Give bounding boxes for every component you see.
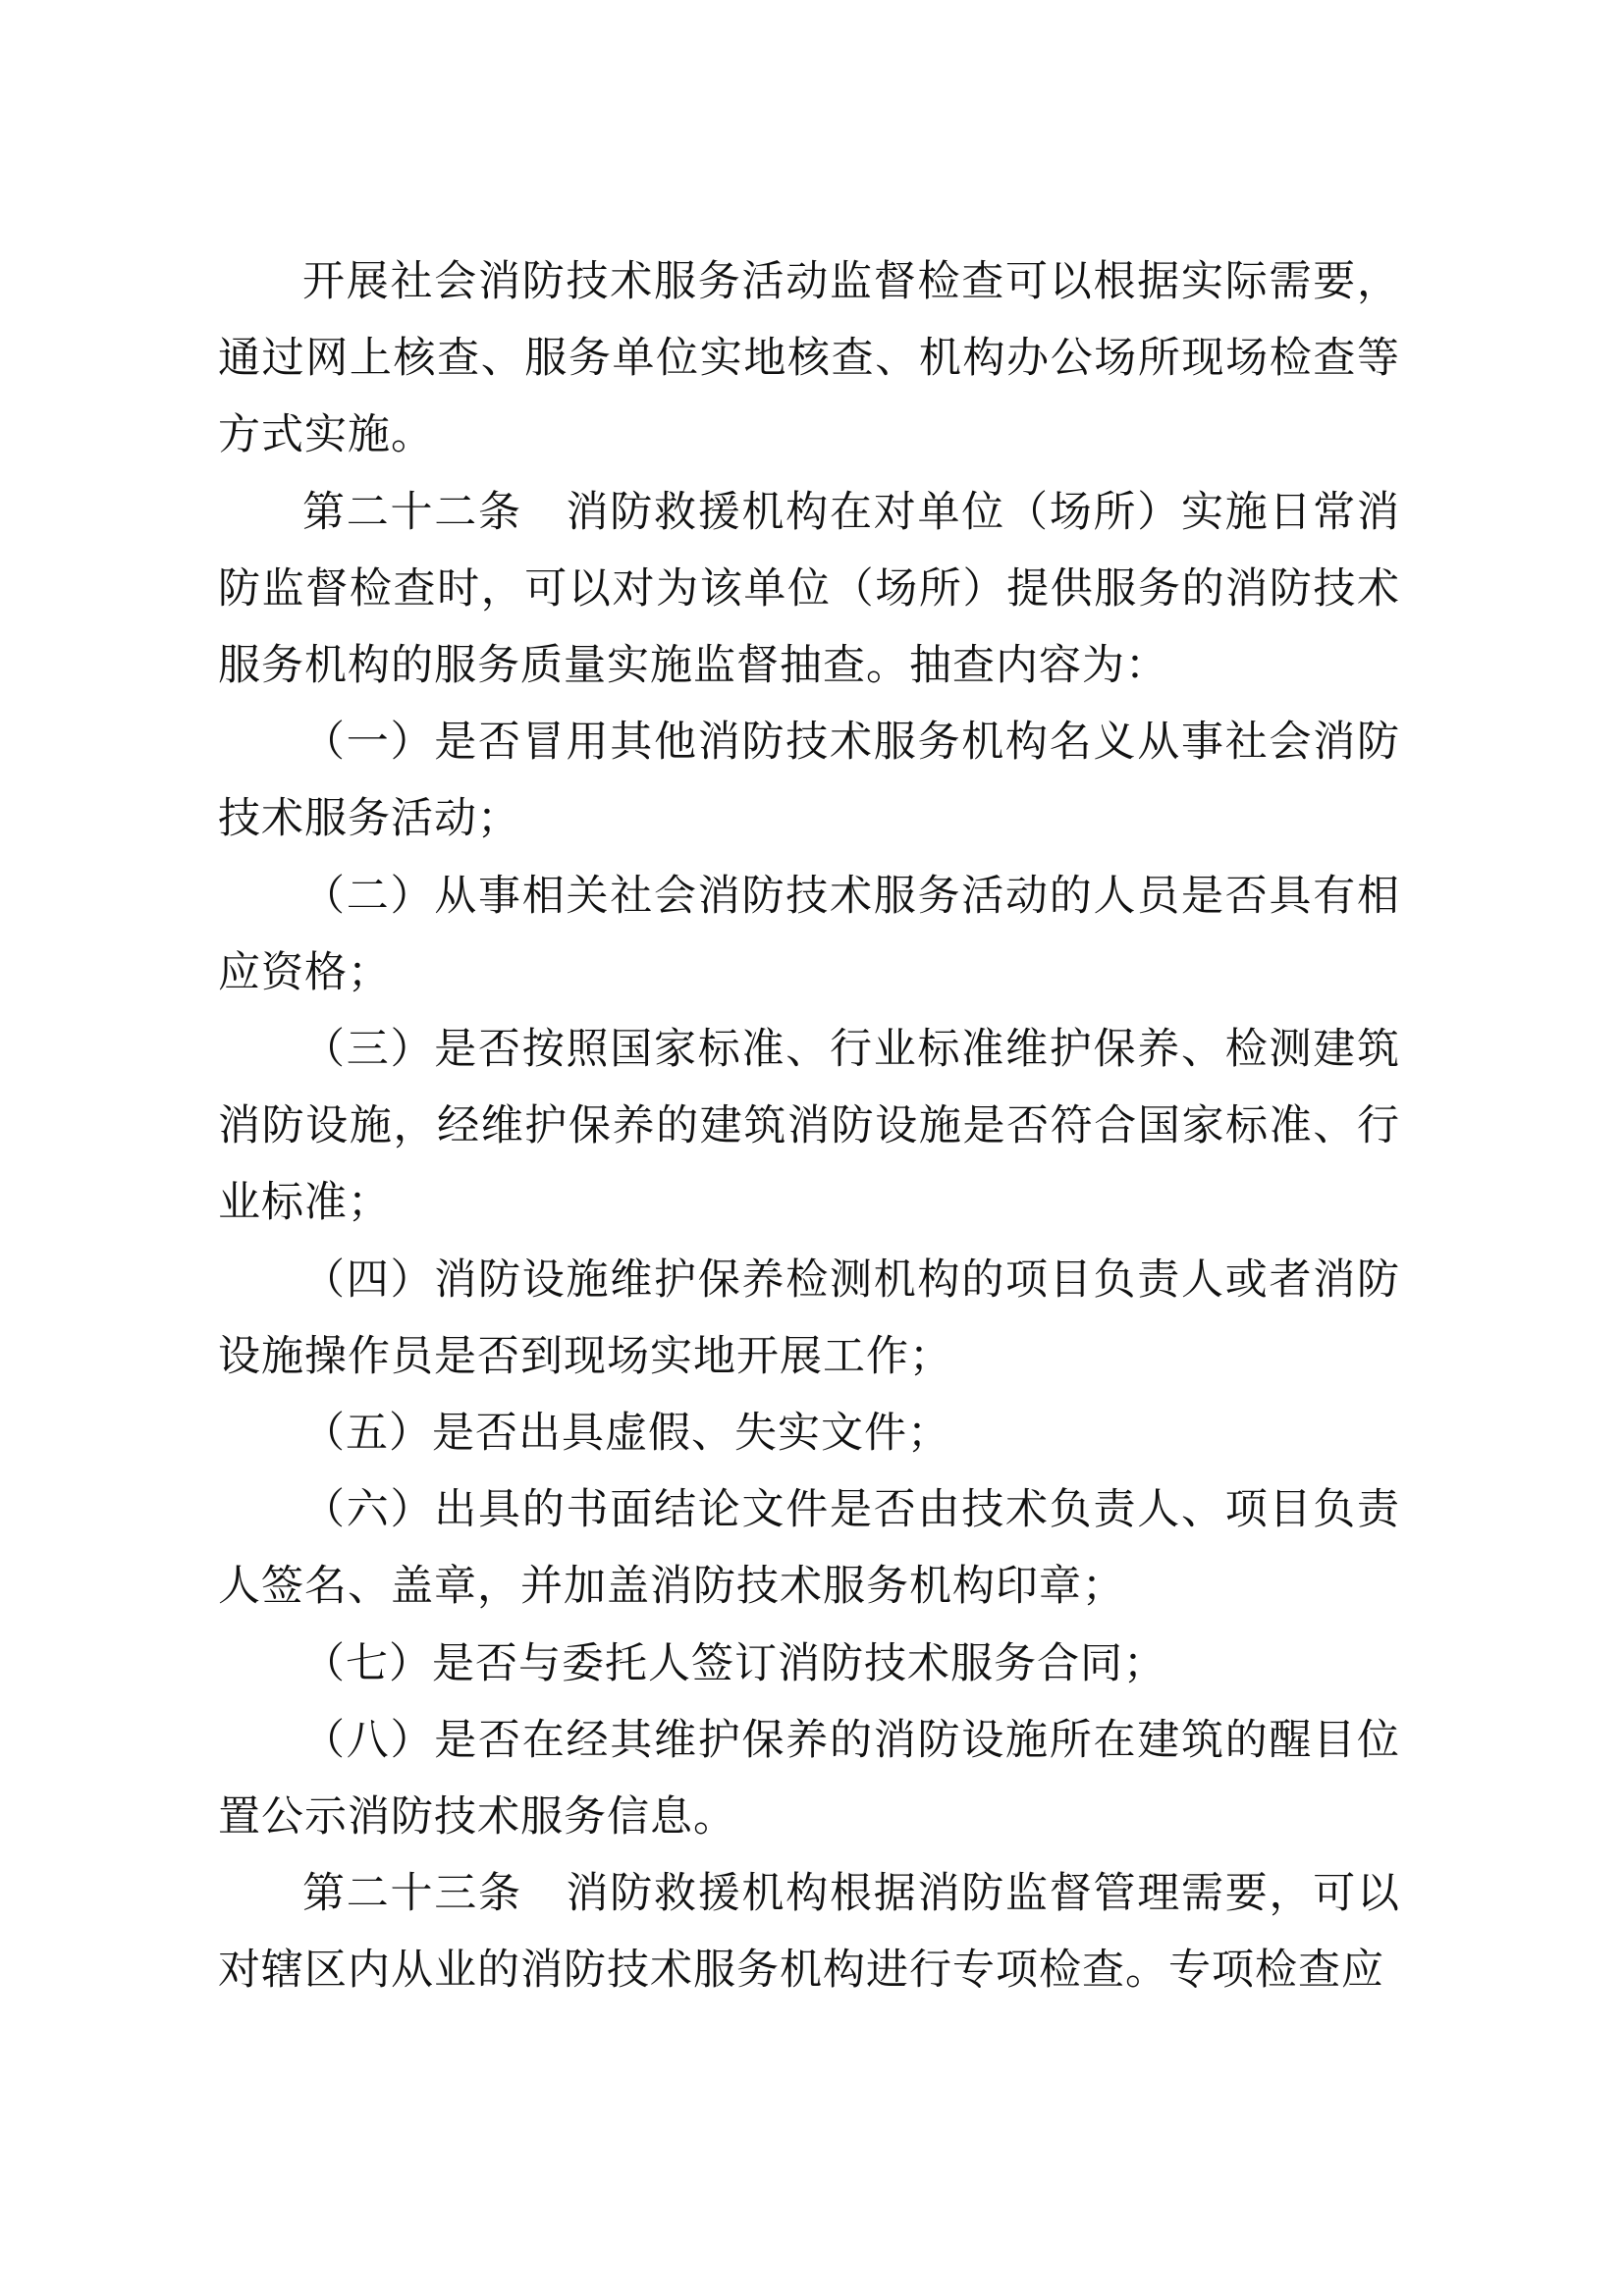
- article-22-item-8: （八）是否在经其维护保养的消防设施所在建筑的醒目位置公示消防技术服务信息。: [218, 1715, 1400, 1842]
- article-22-item-5: （五）是否出具虚假、失实文件；: [302, 1409, 950, 1459]
- article-22-item-2: （二）从事相关社会消防技术服务活动的人员是否具有相应资格；: [218, 871, 1400, 997]
- document-body: [218, 243, 1400, 2009]
- article-22-item-4: （四）消防设施维护保养检测机构的项目负责人或者消防设施操作员是否到现场实地开展工作；: [218, 1255, 1400, 1381]
- article-22-item-7: （七）是否与委托人签订消防技术服务合同；: [302, 1638, 1166, 1688]
- article-22-item-6: （六）出具的书面结论文件是否由技术负责人、项目负责人签名、盖章，并加盖消防技术服务机构印章；: [218, 1485, 1400, 1612]
- article-22: 第二十二条 消防救援机构在对单位（场所）实施日常消防监督检查时，可以对为该单位（场所）提供服务的消防技术服务机构的服务质量实施监督抽查。抽查内容为：: [218, 487, 1400, 691]
- paragraph-inspection-methods: 开展社会消防技术服务活动监督检查可以根据实际需要，通过网上核查、服务单位实地核查、机构办公场所现场检查等方式实施。: [218, 257, 1400, 460]
- article-23: 第二十三条 消防救援机构根据消防监督管理需要，可以对辖区内从业的消防技术服务机构进行专项检查。专项检查应: [218, 1869, 1400, 1996]
- article-22-item-3: （三）是否按照国家标准、行业标准维护保养、检测建筑消防设施，经维护保养的建筑消防设施是否符合国家标准、行业标准；: [218, 1025, 1400, 1228]
- article-22-item-1: （一）是否冒用其他消防技术服务机构名义从事社会消防技术服务活动；: [218, 718, 1400, 844]
